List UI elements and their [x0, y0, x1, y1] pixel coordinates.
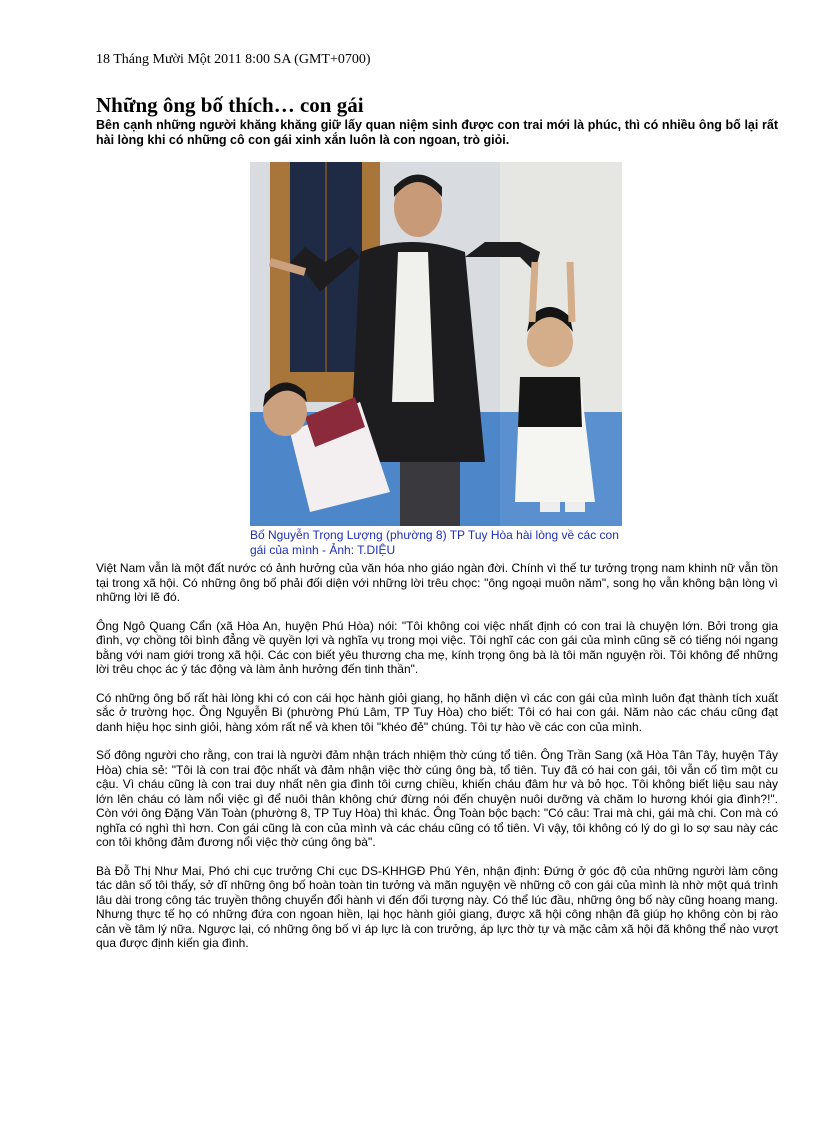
- article-figure: [250, 162, 622, 558]
- article-photo: [250, 162, 622, 526]
- article-paragraph: Bà Đỗ Thị Như Mai, Phó chi cục trưởng Chi cục DS-KHHGĐ Phú Yên, nhận định: Đứng ở góc độ của những người làm công tác dân số tôi thấy, sở dĩ những ông bố hoàn toàn tin tưởng và mãn nguyện về những cô con gái của mình là nhờ một quá trình lâu dài trong công tác truyền thông chuyển đổi hành vi đến đối tượng này. Có thể lúc đầu, những ông bố này cũng hoang mang. Nhưng thực tế họ có những đứa con ngoan hiền, lại học hành giỏi giang, được xã hội công nhận đã giúp họ không còn bị rào cản về tâm lý nữa. Ngược lại, có những ông bố vì áp lực là con trưởng, áp lực thờ tự và mặc cảm xã hội đã không thể nào vượt qua được định kiến gia đình.: [96, 863, 778, 950]
- article: [96, 50, 778, 965]
- article-paragraph: Ông Ngô Quang Cẩn (xã Hòa An, huyện Phú Hòa) nói: "Tôi không coi việc nhất định có con trai là chuyện lớn. Bởi trong gia đình, vợ chồng tôi bình đẳng về quyền lợi và nghĩa vụ trong mọi việc. Tôi nghĩ các con gái của mình cũng sẽ có tiếng nói ngang bằng với nam giới trong xã hội. Các con biết yêu thương cha mẹ, kính trọng ông bà là tôi mãn nguyện rồi. Tôi không để những lời trêu chọc ác ý tác động và làm ảnh hưởng đến tinh thần".: [96, 618, 778, 676]
- article-paragraph: Số đông người cho rằng, con trai là người đảm nhận trách nhiệm thờ cúng tổ tiên. Ông Trần Sang (xã Hòa Tân Tây, huyện Tây Hòa) chia sẻ: "Tôi là con trai độc nhất và đảm nhận việc thờ cúng ông bà, tổ tiên. Tuy đã có hai con gái, tôi vẫn cố tìm một cu cậu. Vì cháu cũng là con trai duy nhất nên gia đình tôi cưng chiều, khiến cháu đâm hư và bỏ học. Tôi không biết liệu sau này lớn lên cháu có làm nổi việc gì để nuôi thân không chứ đừng nói đến chuyện nuôi dưỡng và chăm lo hương khói gia đình?!". Còn với ông Đặng Văn Toàn (phường 8, TP Tuy Hòa) thì khác. Ông Toàn bộc bạch: "Có câu: Trai mà chi, gái mà chi. Con mà có nghĩa có nghì thì hơn. Con gái cũng là con của mình và các cháu cũng có tổ tiên. Vì vậy, tôi không có lý do gì lo sợ sau này các con tôi không đảm đương nổi việc thờ cúng ông bà".: [96, 748, 778, 849]
- article-title: Những ông bố thích… con gái: [96, 93, 364, 117]
- photo-girl-right-head: [527, 317, 573, 367]
- article-dateline: 18 Tháng Mười Một 2011 8:00 SA (GMT+0700): [96, 52, 371, 67]
- photo-caption: Bố Nguyễn Trọng Lượng (phường 8) TP Tuy Hòa hài lòng về các con gái của mình - Ảnh: T.DIỆU: [250, 528, 619, 557]
- photo-man-trousers: [400, 462, 460, 526]
- article-paragraph: Việt Nam vẫn là một đất nước có ảnh hưởng của văn hóa nho giáo ngàn đời. Chính vì thế tư tưởng trọng nam khinh nữ vẫn tồn tại trong xã hội. Có những ông bố phải đối diện với những lời trêu chọc: "ông ngoại muôn năm", song họ vẫn không bận lòng vì những lời lẽ đó.: [96, 561, 778, 604]
- article-paragraph: Có những ông bố rất hài lòng khi có con cái học hành giỏi giang, họ hãnh diện vì các con gái của mình luôn đạt thành tích xuất sắc ở trường học. Ông Nguyễn Bi (phường Phú Lâm, TP Tuy Hòa) cho biết: Tôi có hai con gái. Năm nào các cháu cũng đạt danh hiệu học sinh giỏi, hàng xóm rất nể và khen tôi "khéo đẻ" chúng. Tôi tự hào về các con của mình.: [96, 690, 778, 734]
- article-lead: Bên cạnh những người khăng khăng giữ lấy quan niệm sinh được con trai mới là phúc, thì có nhiều ông bố lại rất hài lòng khi có những cô con gái xinh xắn luôn là con ngoan, trò giỏi.: [96, 118, 778, 147]
- article-body: [96, 561, 778, 951]
